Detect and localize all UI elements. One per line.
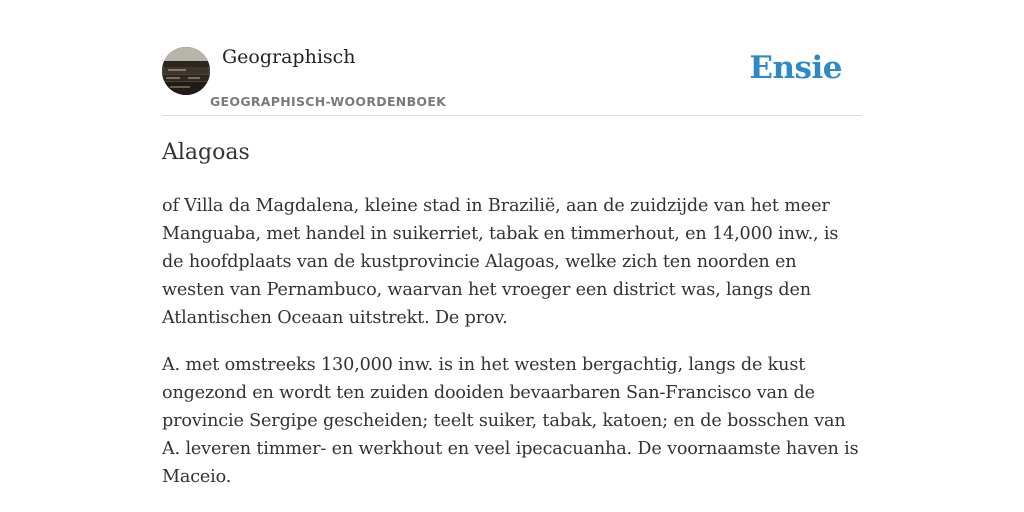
- brand-logo[interactable]: Ensie: [749, 50, 842, 86]
- source-header: [162, 44, 862, 116]
- entry-paragraph: A. met omstreeks 130,000 inw. is in het westen bergachtig, langs de kust ongezond en wordt ten zuiden dooiden bevaarbaren San-Francisco van de provincie Sergipe gescheiden; teelt suiker, tabak, katoen; en de bosschen van A. leveren timmer- en werkhout en veel ipecacuanha. De voornaamste haven is Maceio.: [162, 355, 859, 487]
- entry-body: [162, 192, 862, 510]
- entry-title: Alagoas: [162, 140, 250, 165]
- book-spines-icon: [162, 47, 210, 95]
- source-subtitle[interactable]: GEOGRAPHISCH-WOORDENBOEK: [210, 94, 447, 109]
- entry-paragraph: of Villa da Magdalena, kleine stad in Brazilië, aan de zuidzijde van het meer Manguaba, met handel in suikerriet, tabak en timmerhout, en 14,000 inw., is de hoofdplaats van de kustprovincie Alagoas, welke zich ten noorden en westen van Pernambuco, waarvan het vroeger een district was, langs den Atlantischen Oceaan uitstrekt. De prov.: [162, 196, 839, 328]
- source-avatar[interactable]: [162, 47, 210, 95]
- source-title[interactable]: Geographisch: [222, 46, 356, 68]
